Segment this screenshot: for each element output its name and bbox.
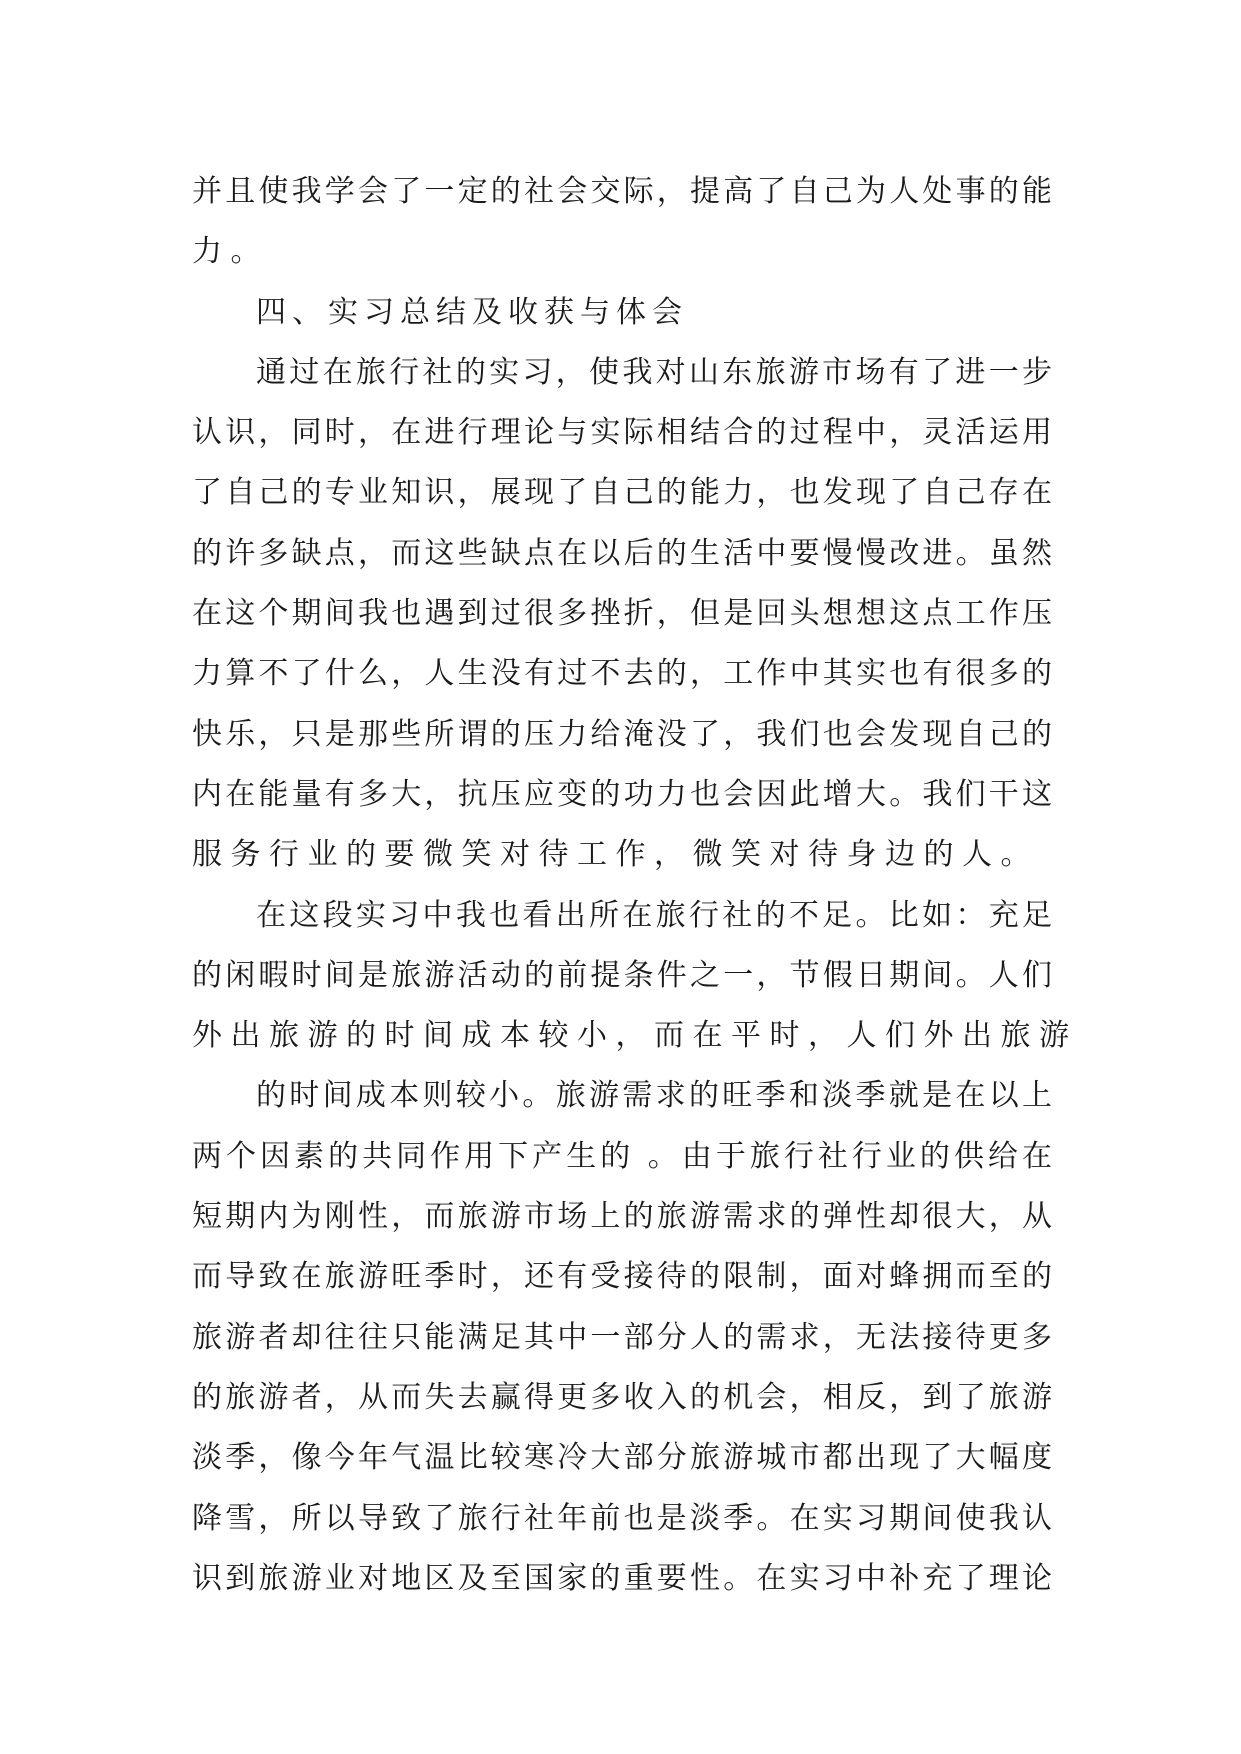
text-line: 在这个期间我也遇到过很多挫折，但是回头想想这点工作压 — [192, 596, 1052, 632]
text-line: 的旅游者，从而失去赢得更多收入的机会，相反，到了旅游 — [192, 1379, 1052, 1415]
text-line: 并且使我学会了一定的社会交际，提高了自己为人处事的能 — [192, 174, 1052, 209]
text-line: 服务行业的要微笑对待工作，微笑对待身边的人。 — [192, 837, 1039, 873]
text-line: 认识，同时，在进行理论与实际相结合的过程中，灵活运用 — [192, 415, 1052, 451]
text-line: 淡季，像今年气温比较寒冷大部分旅游城市都出现了大幅度 — [192, 1440, 1052, 1476]
body-text — [192, 162, 1078, 1609]
text-line: 通过在旅行社的实习，使我对山东旅游市场有了进一步 — [256, 354, 1052, 390]
text-line: 短期内为刚性，而旅游市场上的旅游需求的弹性却很大，从 — [192, 1199, 1052, 1235]
text-line: 快乐，只是那些所谓的压力给淹没了，我们也会发现自己的 — [192, 716, 1052, 752]
text-line: 力算不了什么，人生没有过不去的，工作中其实也有很多的 — [192, 656, 1052, 692]
text-line: 的许多缺点，而这些缺点在以后的生活中要慢慢改进。虽然 — [192, 535, 1052, 571]
text-line: 内在能量有多大，抗压应变的功力也会因此增大。我们干这 — [192, 776, 1052, 812]
text-line: 力。 — [192, 234, 269, 270]
text-line: 外出旅游的时间成本较小，而在平时，人们外出旅游 — [192, 1018, 1078, 1054]
text-line: 的时间成本则较小。旅游需求的旺季和淡季就是在以上 — [256, 1078, 1052, 1114]
text-line: 而导致在旅游旺季时，还有受接待的限制，面对蜂拥而至的 — [192, 1259, 1052, 1295]
text-line: 降雪，所以导致了旅行社年前也是淡季。在实习期间使我认 — [192, 1500, 1052, 1536]
text-line: 旅游者却往往只能满足其中一部分人的需求，无法接待更多 — [192, 1319, 1052, 1355]
text-line: 了自己的专业知识，展现了自己的能力，也发现了自己存在 — [192, 475, 1052, 511]
text-line: 识到旅游业对地区及至国家的重要性。在实习中补充了理论 — [192, 1560, 1052, 1596]
text-line: 两个因素的共同作用下产生的 。由于旅行社行业的供给在 — [192, 1138, 1052, 1174]
text-line: 的闲暇时间是旅游活动的前提条件之一，节假日期间。人们 — [192, 957, 1052, 993]
section-heading: 四、实习总结及收获与体会 — [256, 294, 688, 330]
text-line: 在这段实习中我也看出所在旅行社的不足。比如：充足 — [256, 897, 1052, 933]
